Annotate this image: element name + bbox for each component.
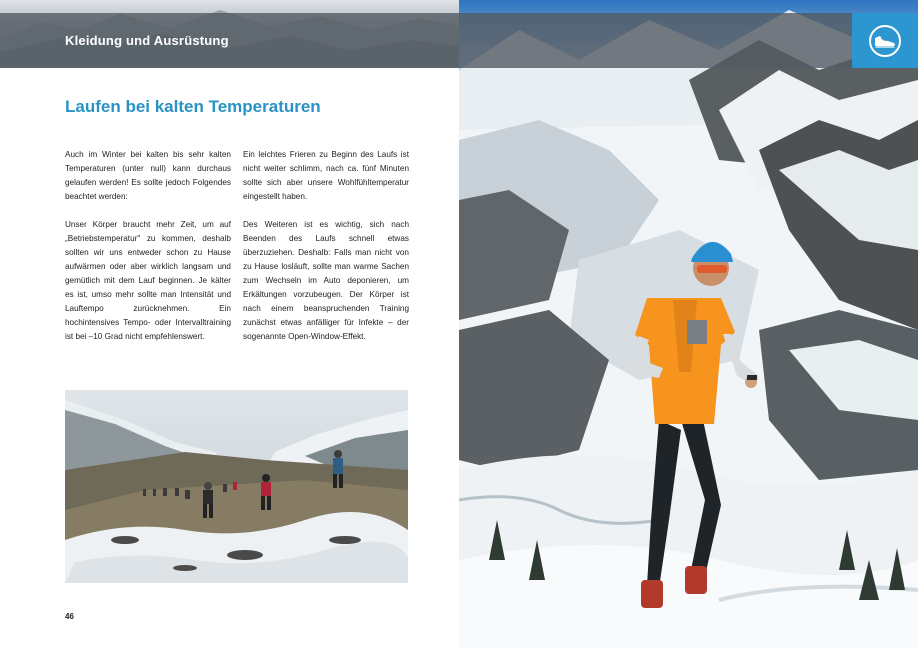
text-column-right	[243, 148, 409, 358]
chapter-badge	[852, 13, 918, 68]
page-number: 46	[65, 612, 74, 621]
trail-runners-photo	[65, 390, 408, 583]
paragraph: Ein leichtes Frieren zu Beginn des Laufs ist nicht weiter schlimm, nach ca. fünf Minuten sollte sich aber unsere Wohlfühltemperatur eingestellt haben.	[243, 150, 409, 201]
paragraph: Des Weiteren ist es wichtig, sich nach Beenden des Laufs schnell etwas überzuziehen. Deshalb: Falls man nicht von zu Hause losläuft, sollte man warme Sachen zum Wechseln im Auto deponieren, um Erkältungen vorzubeugen. Der Körper ist nach einem beanspruchenden Training zunächst etwas anfälliger für Infekte – der sogenannte Open-Window-Effekt.	[243, 220, 409, 341]
badge-ring	[869, 25, 901, 57]
running-shoe-icon	[874, 34, 896, 48]
chapter-title: Kleidung und Ausrüstung	[65, 33, 229, 48]
paragraph: Auch im Winter bei kalten bis sehr kalten Temperaturen (unter null) kann durchaus gelaufen werden! Es sollte jedoch Folgendes beachtet werden:	[65, 150, 231, 201]
mountain-runner-photo	[459, 0, 918, 648]
section-title: Laufen bei kalten Temperaturen	[65, 97, 321, 116]
text-column-left	[65, 148, 231, 358]
paragraph: Unser Körper braucht mehr Zeit, um auf „Betriebstemperatur" zu kommen, deshalb sollten wir uns entweder schon zu Hause aufwärmen oder aber wirklich langsam und gemütlich mit dem Lauf beginnen. Je kälter es ist, umso mehr sollte man Intensität und Lauftempo zurücknehmen. Ein hochintensives Tempo- oder Intervalltraining ist bei –10 Grad nicht empfehlenswert.	[65, 220, 231, 341]
